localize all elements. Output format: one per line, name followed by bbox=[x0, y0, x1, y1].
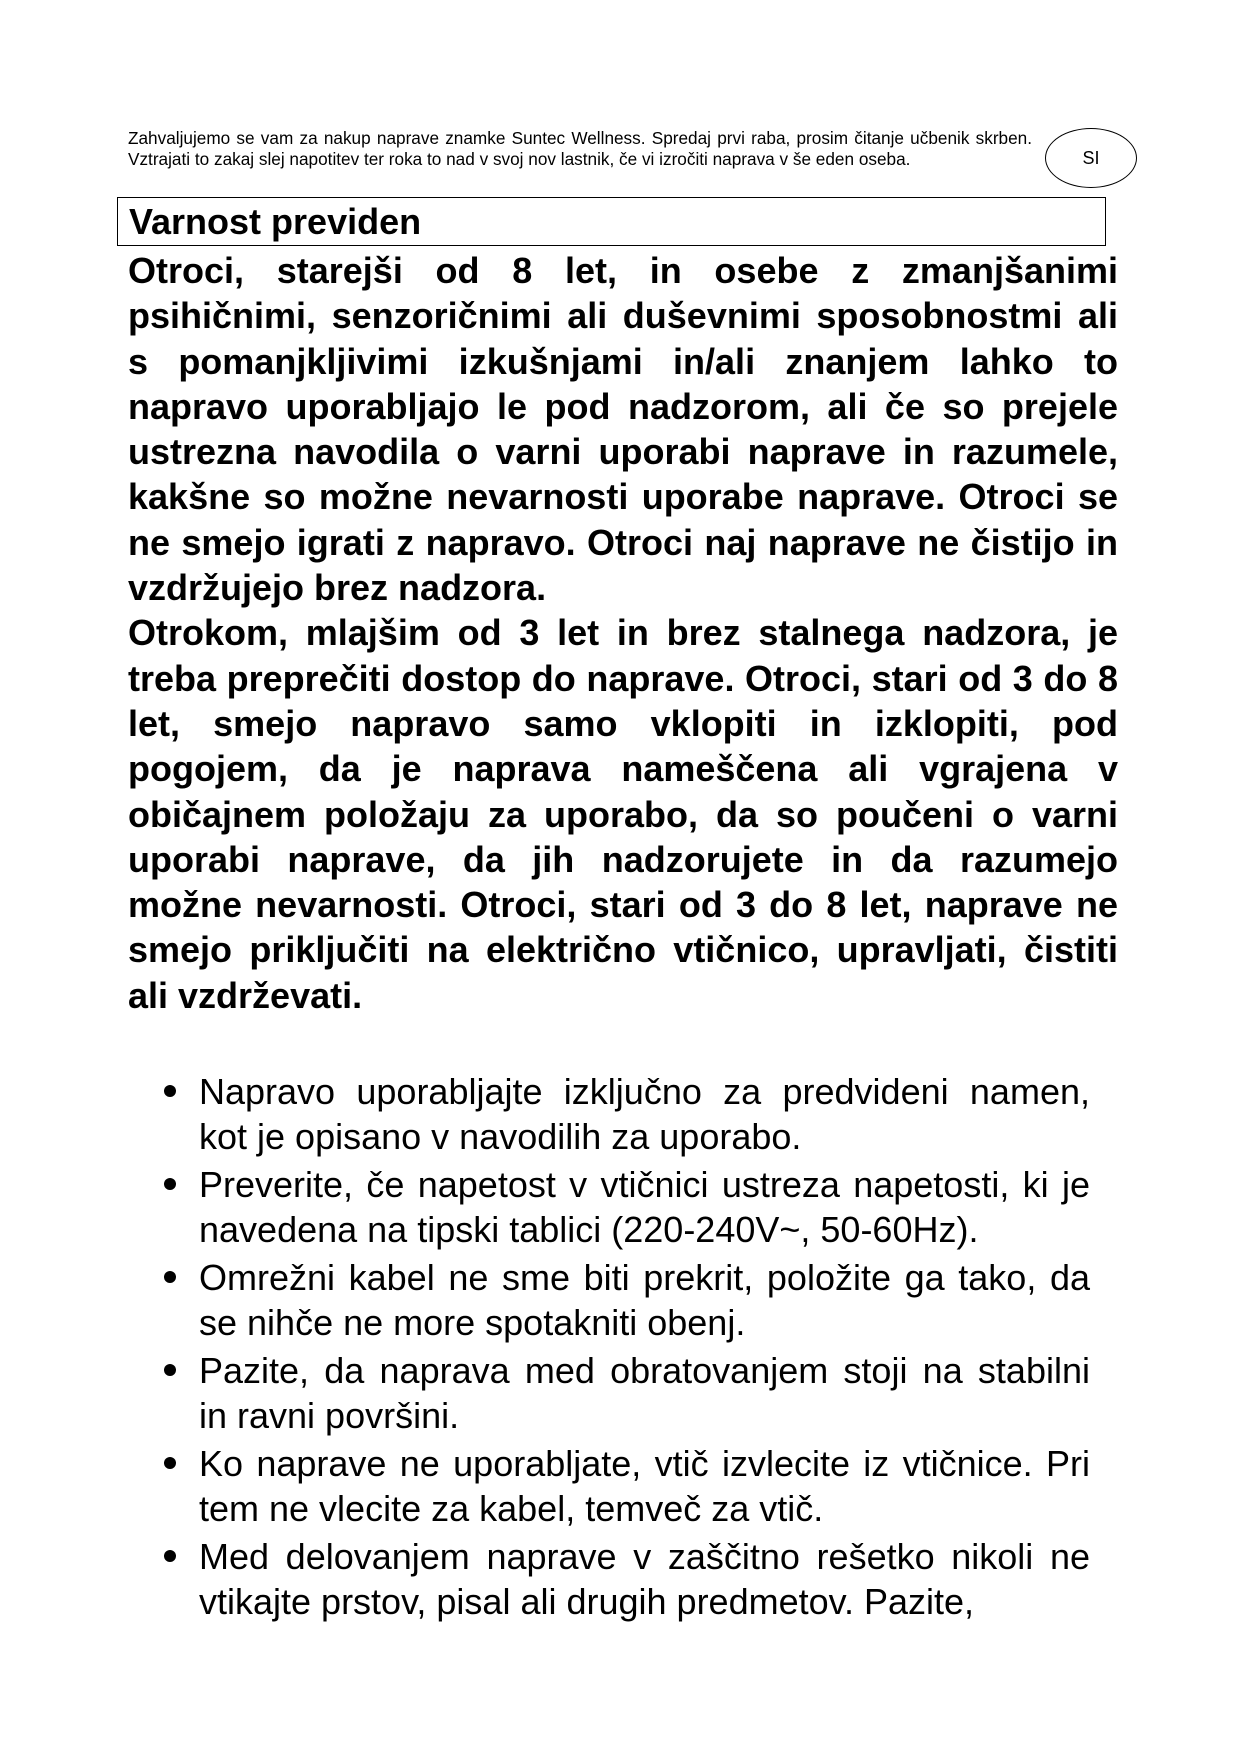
section-title: Varnost previden bbox=[129, 200, 422, 242]
list-item bbox=[128, 1255, 1090, 1345]
bullet-icon bbox=[164, 1364, 176, 1376]
list-item bbox=[128, 1534, 1090, 1624]
bullet-icon bbox=[164, 1457, 176, 1469]
warning-paragraph-young-children: Otrokom, mlajšim od 3 let in brez stalnega nadzora, je treba preprečiti dostop do naprave. Otroci, stari od 3 do 8 let, smejo napravo samo vklopiti in izklopiti, pod pogojem, da je naprava nameščena ali vgrajena v običajnem položaju za uporabo, da so poučeni o varni uporabi naprave, da jih nadzorujete in da razumejo možne nevarnosti. Otroci, stari od 3 do 8 let, naprave ne smejo priključiti na električno vtičnico, upravljati, čistiti ali vzdrževati. bbox=[128, 612, 1118, 1016]
safety-warning bbox=[128, 248, 1118, 1018]
bullet-icon bbox=[164, 1271, 176, 1283]
list-item bbox=[128, 1069, 1090, 1159]
bullet-icon bbox=[164, 1085, 176, 1097]
language-badge: SI bbox=[1045, 128, 1137, 188]
safety-instructions-list bbox=[128, 1069, 1090, 1627]
section-header-box bbox=[117, 197, 1106, 246]
list-item-text: Ko naprave ne uporabljate, vtič izvlecite iz vtičnice. Pri tem ne vlecite za kabel, temveč za vtič. bbox=[199, 1443, 1090, 1529]
list-item-text: Preverite, če napetost v vtičnici ustreza napetosti, ki je navedena na tipski tablici (220-240V~, 50-60Hz). bbox=[199, 1164, 1090, 1250]
list-item bbox=[128, 1441, 1090, 1531]
list-item-text: Med delovanjem naprave v zaščitno rešetko nikoli ne vtikajte prstov, pisal ali drugih predmetov. Pazite, bbox=[199, 1536, 1090, 1622]
intro-text: Zahvaljujemo se vam za nakup naprave znamke Suntec Wellness. Spredaj prvi raba, prosim čitanje učbenik skrben. Vztrajati to zakaj slej napotitev ter roka to nad v svoj nov lastnik, če vi izročiti naprava v še eden oseba. bbox=[128, 128, 1032, 169]
bullet-icon bbox=[164, 1550, 176, 1562]
list-item-text: Omrežni kabel ne sme biti prekrit, položite ga tako, da se nihče ne more spotakniti obenj. bbox=[199, 1257, 1090, 1343]
list-item-text: Pazite, da naprava med obratovanjem stoji na stabilni in ravni površini. bbox=[199, 1350, 1090, 1436]
list-item-text: Napravo uporabljajte izključno za predvideni namen, kot je opisano v navodilih za uporabo. bbox=[199, 1071, 1090, 1157]
warning-paragraph-children: Otroci, starejši od 8 let, in osebe z zmanjšanimi psihičnimi, senzoričnimi ali duševnimi sposobnostmi ali s pomanjkljivimi izkušnjami in/ali znanjem lahko to napravo uporabljajo le pod nadzorom, ali če so prejele ustrezna navodila o varni uporabi naprave in razumele, kakšne so možne nevarnosti uporabe naprave. Otroci se ne smejo igrati z napravo. Otroci naj naprave ne čistijo in vzdržujejo brez nadzora. bbox=[128, 250, 1118, 609]
list-item bbox=[128, 1348, 1090, 1438]
list-item bbox=[128, 1162, 1090, 1252]
bullet-icon bbox=[164, 1178, 176, 1190]
